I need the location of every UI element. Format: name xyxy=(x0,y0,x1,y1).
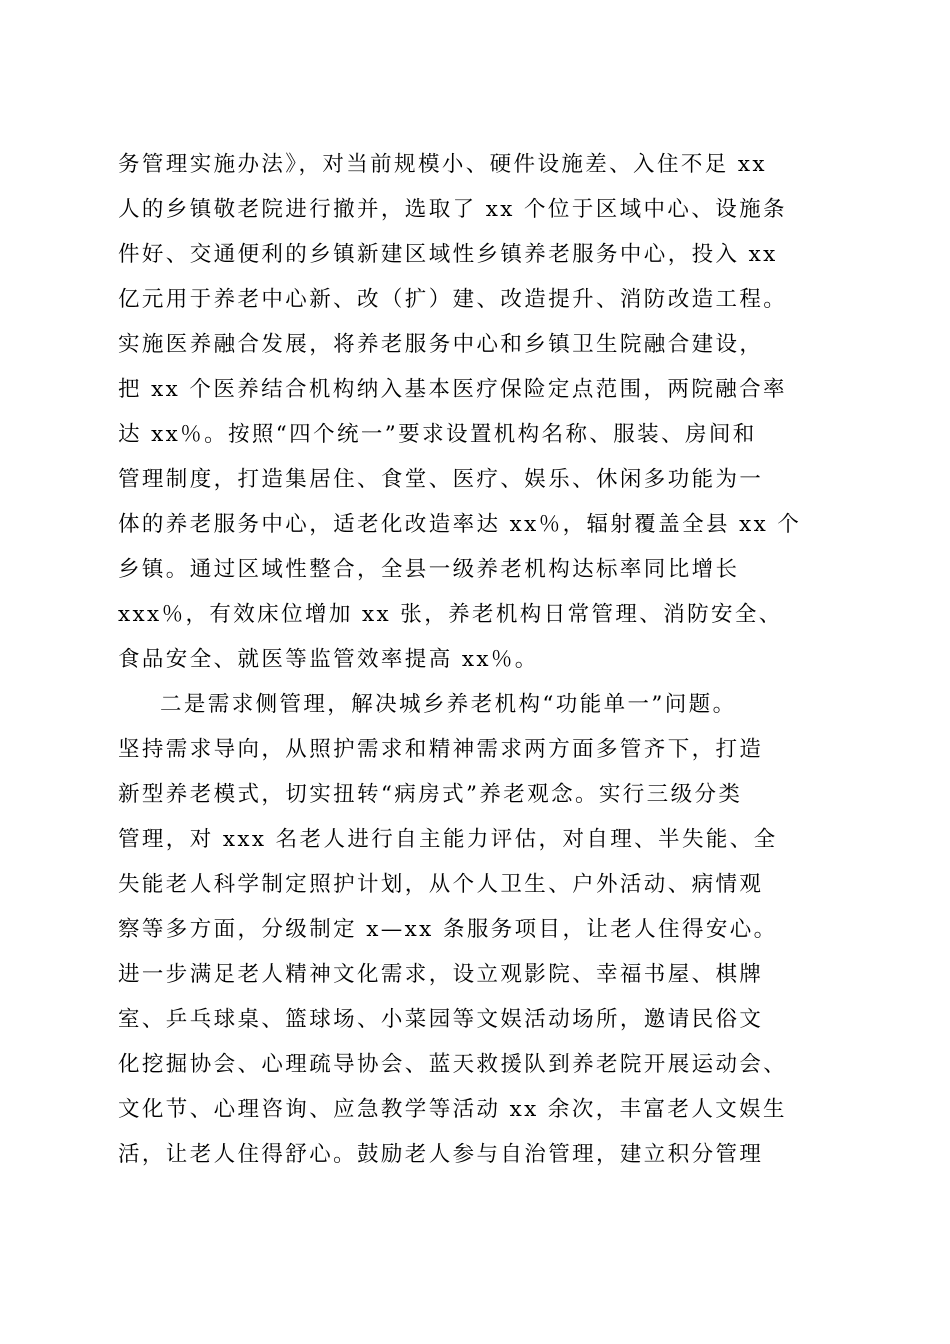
text-line: 室、乒乓球桌、篮球场、小菜园等文娱活动场所，邀请民俗文 xyxy=(118,1007,764,1032)
text-line: 人的乡镇敬老院进行撤并，选取了 xx 个位于区域中心、设施条 xyxy=(118,197,787,222)
text-line: 察等多方面，分级制定 x—xx 条服务项目，让老人住得安心。 xyxy=(118,917,778,942)
text-line: 失能老人科学制定照护计划，从个人卫生、户外活动、病情观 xyxy=(118,872,764,897)
text-line: 亿元用于养老中心新、改（扩）建、改造提升、消防改造工程。 xyxy=(118,287,788,312)
text-line: 达 xx％。按照“四个统一”要求设置机构名称、服装、房间和 xyxy=(118,422,757,447)
text-line: 活，让老人住得舒心。鼓励老人参与自治管理，建立积分管理 xyxy=(118,1142,764,1167)
text-line: 实施医养融合发展，将养老服务中心和乡镇卫生院融合建设， xyxy=(118,332,764,357)
text-line: 文化节、心理咨询、应急教学等活动 xx 余次，丰富老人文娱生 xyxy=(118,1097,787,1122)
text-line: 管理制度，打造集居住、食堂、医疗、娱乐、休闲多功能为一 xyxy=(118,467,764,492)
text-line: 管理，对 xxx 名老人进行自主能力评估，对自理、半失能、全 xyxy=(118,827,778,852)
text-line: 把 xx 个医养结合机构纳入基本医疗保险定点范围，两院融合率 xyxy=(118,377,787,402)
text-line: 件好、交通便利的乡镇新建区域性乡镇养老服务中心，投入 xx xyxy=(118,242,778,267)
text-line: 化挖掘协会、心理疏导协会、蓝天救援队到养老院开展运动会、 xyxy=(118,1052,788,1077)
text-line: 进一步满足老人精神文化需求，设立观影院、幸福书屋、棋牌 xyxy=(118,962,764,987)
text-line: 新型养老模式，切实扭转“病房式”养老观念。实行三级分类 xyxy=(118,782,743,807)
text-line: xxx％，有效床位增加 xx 张，养老机构日常管理、消防安全、 xyxy=(118,602,783,627)
text-line: 坚持需求导向，从照护需求和精神需求两方面多管齐下，打造 xyxy=(118,737,764,762)
text-line: 体的养老服务中心，适老化改造率达 xx％，辐射覆盖全县 xx 个 xyxy=(118,512,802,537)
paragraph-heading-line: 二是需求侧管理，解决城乡养老机构“功能单一”问题。 xyxy=(160,692,737,717)
text-line: 乡镇。通过区域性整合，全县一级养老机构达标率同比增长 xyxy=(118,557,740,582)
text-line: 食品安全、就医等监管效率提高 xx％。 xyxy=(118,647,539,672)
text-line: 务管理实施办法》，对当前规模小、硬件设施差、入住不足 xx xyxy=(118,152,767,177)
